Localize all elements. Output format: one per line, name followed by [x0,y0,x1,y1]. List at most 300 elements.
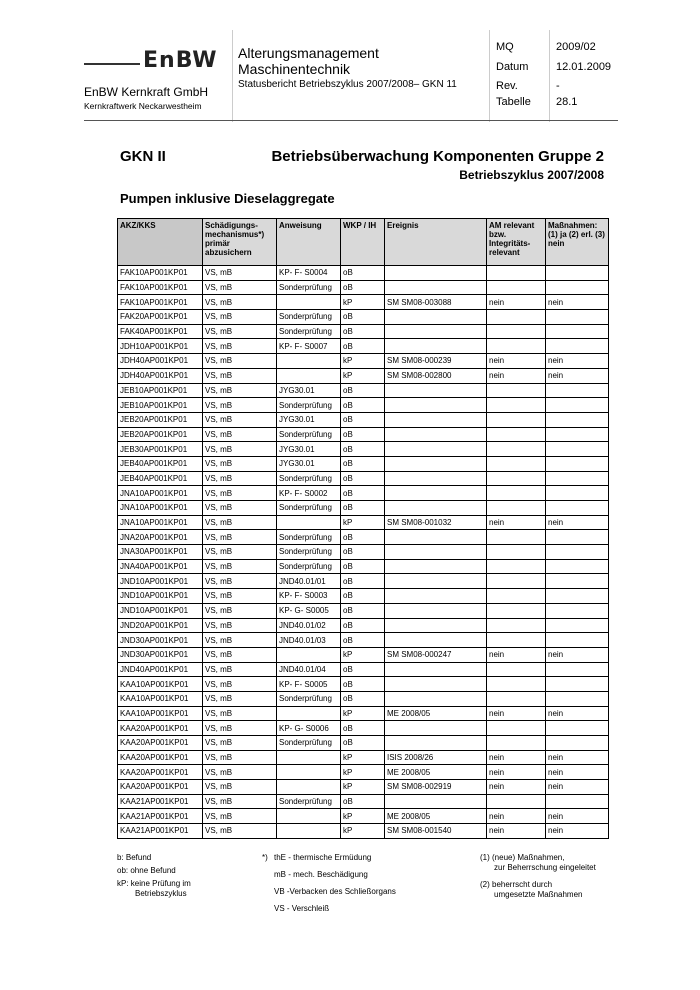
cell-ereignis [385,398,487,413]
table-row [118,780,609,795]
cell-mechanismus: VS, mB [203,530,277,545]
cell-anweisung [277,368,341,383]
cell-akz: KAA20AP001KP01 [118,721,203,736]
table-row [118,310,609,325]
cell-am-relevant: nein [487,706,546,721]
cell-anweisung [277,295,341,310]
cell-mechanismus: VS, mB [203,442,277,457]
legend-item: thE - thermische Ermüdung [274,853,372,862]
cell-mechanismus: VS, mB [203,794,277,809]
cell-massnahmen: nein [546,765,609,780]
table-row [118,442,609,457]
cell-ereignis: ME 2008/05 [385,809,487,824]
cell-am-relevant [487,310,546,325]
cell-anweisung [277,780,341,795]
table-row [118,515,609,530]
cell-wkp: oB [341,603,385,618]
cell-wkp: kP [341,765,385,780]
cell-massnahmen: nein [546,706,609,721]
cell-anweisung [277,750,341,765]
col-header-akz: AKZ/KKS [118,219,203,266]
cell-anweisung: KP- F- S0003 [277,589,341,604]
cell-ereignis [385,501,487,516]
cell-am-relevant: nein [487,354,546,369]
cell-mechanismus: VS, mB [203,662,277,677]
cell-massnahmen [546,501,609,516]
cell-am-relevant [487,794,546,809]
cell-wkp: kP [341,515,385,530]
cell-ereignis [385,721,487,736]
cell-akz: FAK20AP001KP01 [118,310,203,325]
cell-mechanismus: VS, mB [203,677,277,692]
cell-ereignis [385,618,487,633]
cell-wkp: oB [341,618,385,633]
table-row [118,471,609,486]
cell-mechanismus: VS, mB [203,427,277,442]
cell-mechanismus: VS, mB [203,603,277,618]
plant-name: Kernkraftwerk Neckarwestheim [84,101,202,111]
cell-wkp: oB [341,442,385,457]
table-row [118,765,609,780]
cell-mechanismus: VS, mB [203,398,277,413]
cell-massnahmen [546,324,609,339]
cell-akz: KAA20AP001KP01 [118,750,203,765]
cell-wkp: oB [341,736,385,751]
cell-anweisung: Sonderprüfung [277,398,341,413]
cell-wkp: oB [341,339,385,354]
table-row [118,354,609,369]
cell-massnahmen [546,280,609,295]
cell-wkp: oB [341,559,385,574]
header-rule [84,120,618,121]
cell-anweisung: JND40.01/01 [277,574,341,589]
cell-akz: JDH40AP001KP01 [118,368,203,383]
table-row [118,736,609,751]
cell-mechanismus: VS, mB [203,824,277,839]
cell-wkp: oB [341,427,385,442]
col-header-wkp: WKP / IH [341,219,385,266]
cell-wkp: oB [341,266,385,281]
table-row [118,574,609,589]
col-header-am-relevant: AM relevant bzw. Integritäts-relevant [487,219,546,266]
cell-am-relevant [487,691,546,706]
cell-mechanismus: VS, mB [203,633,277,648]
cell-anweisung: Sonderprüfung [277,310,341,325]
cell-mechanismus: VS, mB [203,691,277,706]
table-row [118,559,609,574]
cell-massnahmen [546,574,609,589]
table-row [118,456,609,471]
legend-item: zur Beherrschung eingeleitet [494,863,596,872]
cell-akz: JND10AP001KP01 [118,574,203,589]
cell-mechanismus: VS, mB [203,266,277,281]
cell-wkp: oB [341,280,385,295]
component-table [117,218,609,839]
table-row [118,794,609,809]
cell-akz: JND10AP001KP01 [118,589,203,604]
cell-massnahmen [546,589,609,604]
cell-wkp: oB [341,721,385,736]
document-title [238,45,379,77]
cell-wkp: oB [341,530,385,545]
meta-key-mq: MQ [496,41,514,53]
cell-ereignis: SM SM08-001032 [385,515,487,530]
document-subtitle: Statusbericht Betriebszyklus 2007/2008– GKN 11 [238,79,457,90]
table-row [118,398,609,413]
cell-akz: KAA10AP001KP01 [118,706,203,721]
table-row [118,266,609,281]
cell-mechanismus: VS, mB [203,486,277,501]
table-row [118,368,609,383]
cell-mechanismus: VS, mB [203,368,277,383]
table-row [118,530,609,545]
cell-mechanismus: VS, mB [203,310,277,325]
logo-line [84,63,140,65]
cell-ereignis [385,530,487,545]
col-header-mechanismus: Schädigungs-mechanismus*) primär abzusichern [203,219,277,266]
cell-massnahmen [546,662,609,677]
cell-akz: JDH40AP001KP01 [118,354,203,369]
cell-mechanismus: VS, mB [203,750,277,765]
cell-wkp: kP [341,750,385,765]
cell-anweisung: JND40.01/04 [277,662,341,677]
cell-anweisung: JND40.01/03 [277,633,341,648]
cell-ereignis: SM SM08-000247 [385,647,487,662]
cell-mechanismus: VS, mB [203,383,277,398]
cell-mechanismus: VS, mB [203,471,277,486]
meta-value-tabelle: 28.1 [556,96,578,108]
legend-item: kP: keine Prüfung im [117,879,191,888]
document-title-line2: Maschinentechnik [238,61,351,77]
cell-ereignis [385,589,487,604]
cell-ereignis [385,442,487,457]
cell-ereignis [385,794,487,809]
cell-akz: KAA21AP001KP01 [118,794,203,809]
cell-am-relevant [487,398,546,413]
cell-am-relevant [487,618,546,633]
cell-ereignis [385,471,487,486]
cell-anweisung: JND40.01/02 [277,618,341,633]
legend-item: b: Befund [117,853,152,862]
table-row [118,750,609,765]
cell-mechanismus: VS, mB [203,280,277,295]
cell-wkp: kP [341,368,385,383]
document-title-line1: Alterungsmanagement [238,45,379,61]
cell-massnahmen: nein [546,647,609,662]
cell-anweisung: Sonderprüfung [277,471,341,486]
cell-anweisung: KP- F- S0004 [277,266,341,281]
cell-mechanismus: VS, mB [203,354,277,369]
cell-akz: FAK40AP001KP01 [118,324,203,339]
cell-wkp: oB [341,574,385,589]
cell-anweisung [277,706,341,721]
cell-massnahmen [546,442,609,457]
cell-massnahmen [546,456,609,471]
cell-ereignis [385,427,487,442]
cell-massnahmen [546,310,609,325]
cell-akz: JNA20AP001KP01 [118,530,203,545]
cell-akz: JND30AP001KP01 [118,647,203,662]
cell-anweisung: Sonderprüfung [277,427,341,442]
cell-anweisung [277,824,341,839]
page-title: Betriebsüberwachung Komponenten Gruppe 2 [271,148,604,165]
cell-ereignis: ISIS 2008/26 [385,750,487,765]
cell-wkp: kP [341,809,385,824]
cell-am-relevant [487,266,546,281]
cell-mechanismus: VS, mB [203,324,277,339]
cell-massnahmen: nein [546,780,609,795]
cell-mechanismus: VS, mB [203,339,277,354]
cell-mechanismus: VS, mB [203,515,277,530]
cell-massnahmen [546,398,609,413]
cell-akz: JND40AP001KP01 [118,662,203,677]
table-row [118,603,609,618]
cell-akz: KAA20AP001KP01 [118,736,203,751]
cell-am-relevant [487,501,546,516]
cell-mechanismus: VS, mB [203,545,277,560]
cell-akz: FAK10AP001KP01 [118,266,203,281]
cell-am-relevant: nein [487,515,546,530]
legend-item: VB -Verbacken des Schließorgans [274,887,396,896]
cell-massnahmen [546,427,609,442]
cell-ereignis [385,574,487,589]
table-row [118,691,609,706]
cell-am-relevant [487,662,546,677]
enbw-logo: EnBW [143,48,218,73]
cell-ereignis [385,545,487,560]
table-row [118,721,609,736]
cell-massnahmen [546,545,609,560]
cell-anweisung: Sonderprüfung [277,545,341,560]
cell-wkp: oB [341,398,385,413]
cell-akz: JND20AP001KP01 [118,618,203,633]
cell-anweisung: Sonderprüfung [277,324,341,339]
legend-item: (1) (neue) Maßnahmen, [480,853,565,862]
cell-ereignis [385,339,487,354]
table-row [118,486,609,501]
col-header-anweisung: Anweisung [277,219,341,266]
cell-ereignis [385,662,487,677]
cell-akz: JEB10AP001KP01 [118,398,203,413]
cell-anweisung: Sonderprüfung [277,691,341,706]
cell-akz: KAA20AP001KP01 [118,780,203,795]
legend-item: Betriebszyklus [135,889,187,898]
cell-akz: JEB10AP001KP01 [118,383,203,398]
cell-wkp: oB [341,794,385,809]
cell-mechanismus: VS, mB [203,618,277,633]
table-row [118,324,609,339]
cell-wkp: oB [341,456,385,471]
table-row [118,412,609,427]
cell-wkp: oB [341,383,385,398]
unit-title: GKN II [120,148,166,165]
cell-anweisung [277,809,341,824]
cell-massnahmen [546,691,609,706]
cell-ereignis: SM SM08-002800 [385,368,487,383]
cell-ereignis [385,310,487,325]
cell-ereignis [385,736,487,751]
cell-massnahmen [546,559,609,574]
table-row [118,662,609,677]
cell-wkp: oB [341,691,385,706]
table-row [118,545,609,560]
cell-massnahmen [546,266,609,281]
cell-massnahmen [546,530,609,545]
table-row [118,280,609,295]
cell-mechanismus: VS, mB [203,456,277,471]
meta-value-rev: - [556,80,560,92]
legend-item: ob: ohne Befund [117,866,176,875]
meta-value-mq: 2009/02 [556,41,596,53]
cell-anweisung [277,647,341,662]
legend-marker: *) [262,853,268,862]
cell-anweisung: KP- G- S0005 [277,603,341,618]
cell-am-relevant [487,677,546,692]
cell-massnahmen [546,794,609,809]
cell-wkp: kP [341,780,385,795]
section-title: Pumpen inklusive Dieselaggregate [120,191,335,206]
table-row [118,427,609,442]
cell-mechanismus: VS, mB [203,412,277,427]
cell-akz: KAA21AP001KP01 [118,809,203,824]
legend-item: umgesetzte Maßnahmen [494,890,583,899]
meta-key-tabelle: Tabelle [496,96,531,108]
table-row [118,647,609,662]
cell-anweisung: KP- F- S0007 [277,339,341,354]
cell-massnahmen [546,339,609,354]
cell-massnahmen [546,618,609,633]
cell-ereignis: SM SM08-000239 [385,354,487,369]
cell-ereignis [385,691,487,706]
cell-am-relevant [487,280,546,295]
col-header-ereignis: Ereignis [385,219,487,266]
cell-massnahmen: nein [546,750,609,765]
cell-am-relevant: nein [487,809,546,824]
cell-massnahmen [546,677,609,692]
cell-mechanismus: VS, mB [203,647,277,662]
cell-massnahmen: nein [546,368,609,383]
cell-anweisung: Sonderprüfung [277,501,341,516]
cell-wkp: kP [341,706,385,721]
cell-akz: KAA20AP001KP01 [118,765,203,780]
cell-anweisung: KP- F- S0002 [277,486,341,501]
cell-wkp: kP [341,647,385,662]
cell-mechanismus: VS, mB [203,736,277,751]
cell-wkp: kP [341,354,385,369]
cell-mechanismus: VS, mB [203,721,277,736]
legend-item: mB - mech. Beschädigung [274,870,368,879]
cell-ereignis [385,603,487,618]
cell-am-relevant: nein [487,765,546,780]
cell-wkp: oB [341,589,385,604]
cell-wkp: oB [341,324,385,339]
cell-anweisung: JYG30.01 [277,412,341,427]
cell-akz: JNA10AP001KP01 [118,515,203,530]
cell-akz: JNA40AP001KP01 [118,559,203,574]
cell-akz: JNA10AP001KP01 [118,486,203,501]
cell-akz: KAA21AP001KP01 [118,824,203,839]
table-row [118,633,609,648]
table-row [118,589,609,604]
cell-anweisung: Sonderprüfung [277,559,341,574]
cell-massnahmen: nein [546,515,609,530]
cell-am-relevant [487,545,546,560]
cell-am-relevant [487,456,546,471]
cell-am-relevant [487,427,546,442]
cell-anweisung: KP- F- S0005 [277,677,341,692]
cell-ereignis [385,559,487,574]
cell-akz: JEB40AP001KP01 [118,471,203,486]
cell-akz: JDH10AP001KP01 [118,339,203,354]
cell-anweisung [277,354,341,369]
cell-ereignis [385,383,487,398]
cell-massnahmen [546,721,609,736]
cell-ereignis: ME 2008/05 [385,706,487,721]
legend-item: (2) beherrscht durch [480,880,553,889]
cell-mechanismus: VS, mB [203,765,277,780]
cell-wkp: oB [341,633,385,648]
cell-akz: JEB20AP001KP01 [118,427,203,442]
table-header-row [118,219,609,266]
table-row [118,295,609,310]
cell-am-relevant [487,530,546,545]
cell-akz: JND30AP001KP01 [118,633,203,648]
cell-am-relevant: nein [487,780,546,795]
cell-massnahmen [546,486,609,501]
cell-ereignis: SM SM08-003088 [385,295,487,310]
cell-mechanismus: VS, mB [203,706,277,721]
cell-massnahmen [546,383,609,398]
cell-wkp: oB [341,662,385,677]
cell-am-relevant [487,486,546,501]
cell-ereignis [385,456,487,471]
col-header-massnahmen: Maßnahmen: (1) ja (2) erl. (3) nein [546,219,609,266]
cell-am-relevant [487,442,546,457]
cell-mechanismus: VS, mB [203,574,277,589]
cell-wkp: oB [341,486,385,501]
cell-anweisung: KP- G- S0006 [277,721,341,736]
cell-massnahmen [546,471,609,486]
cell-anweisung: Sonderprüfung [277,736,341,751]
cell-massnahmen [546,736,609,751]
cell-akz: FAK10AP001KP01 [118,280,203,295]
cell-ereignis [385,324,487,339]
cell-akz: JEB20AP001KP01 [118,412,203,427]
cell-anweisung: Sonderprüfung [277,280,341,295]
cell-akz: KAA10AP001KP01 [118,677,203,692]
table-row [118,677,609,692]
cell-akz: JNA10AP001KP01 [118,501,203,516]
legend-status [117,853,191,899]
legend-measures [480,853,596,900]
cell-akz: JEB30AP001KP01 [118,442,203,457]
cell-mechanismus: VS, mB [203,589,277,604]
cell-am-relevant: nein [487,647,546,662]
cell-am-relevant: nein [487,295,546,310]
cell-wkp: kP [341,295,385,310]
cell-am-relevant: nein [487,824,546,839]
legend-item: VS - Verschleiß [274,904,330,913]
table-row [118,618,609,633]
cell-am-relevant [487,324,546,339]
cell-massnahmen: nein [546,824,609,839]
cell-am-relevant [487,589,546,604]
cell-am-relevant [487,339,546,354]
table-row [118,339,609,354]
meta-value-datum: 12.01.2009 [556,61,612,73]
cell-massnahmen [546,412,609,427]
cell-wkp: oB [341,501,385,516]
